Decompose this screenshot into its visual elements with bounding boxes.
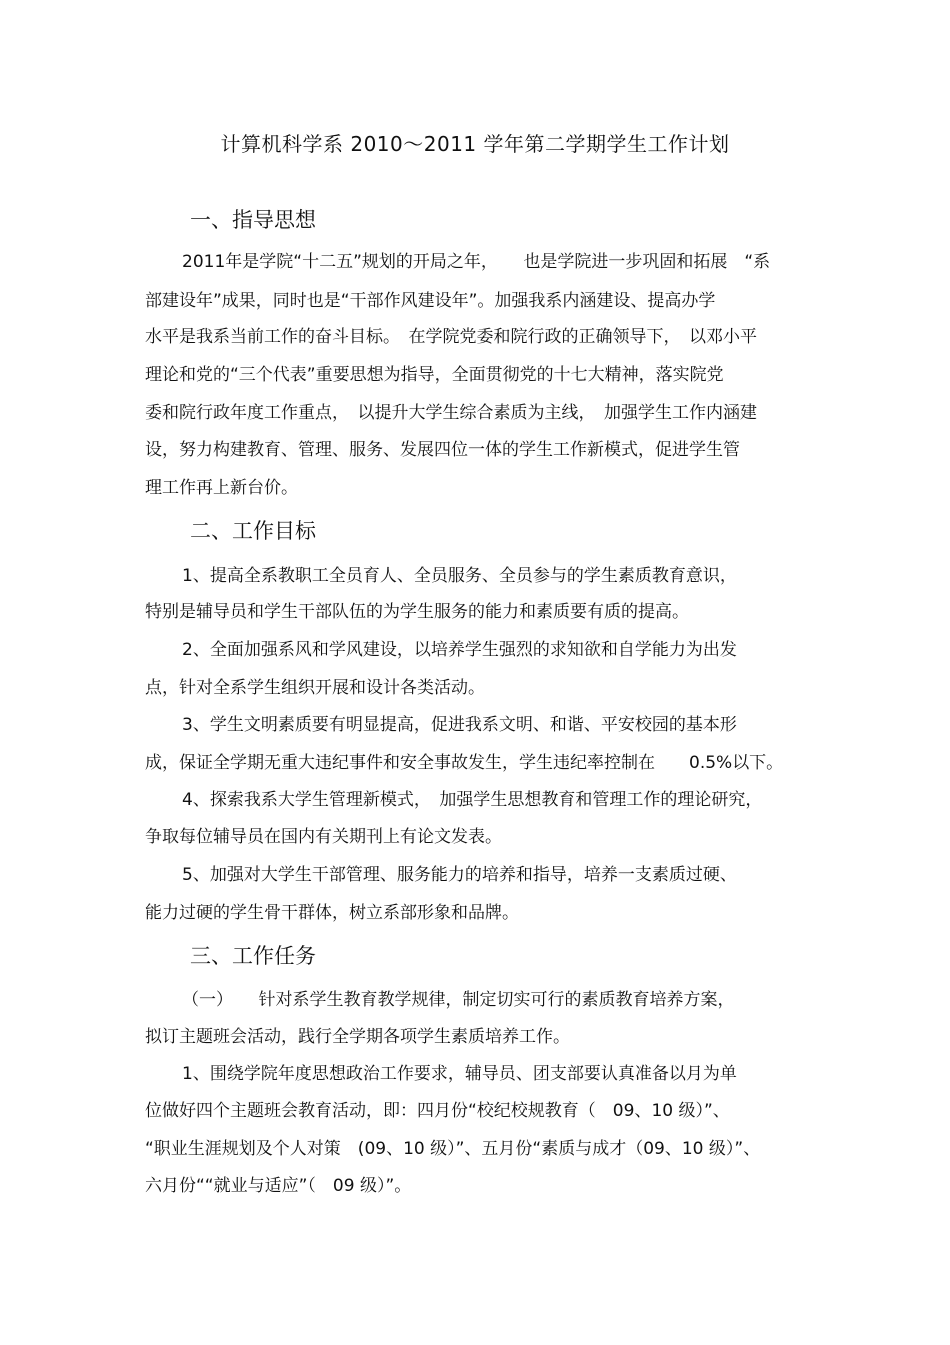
paragraph-line: 5、加强对大学生干部管理、服务能力的培养和指导，培养一支素质过硬、 (182, 865, 737, 885)
paragraph-line: 能力过硬的学生骨干群体，树立系部形象和品牌。 (145, 903, 519, 923)
paragraph-line: 1、围绕学院年度思想政治工作要求，辅导员、团支部要认真准备以月为单 (182, 1064, 737, 1084)
paragraph-line: 2、全面加强系风和学风建设，以培养学生强烈的求知欲和自学能力为出发 (182, 640, 737, 660)
paragraph-line: “职业生涯规划及个人对策 (09、10 级）”、五月份“素质与成才（09、10 级）”、 (145, 1139, 761, 1159)
paragraph-line: 委和院行政年度工作重点， 以提升大学生综合素质为主线， 加强学生工作内涵建 (145, 403, 757, 423)
paragraph-line: 设，努力构建教育、管理、服务、发展四位一体的学生工作新模式，促进学生管 (145, 440, 740, 460)
paragraph-line: 理论和党的“三个代表”重要思想为指导，全面贯彻党的十七大精神，落实院党 (145, 365, 724, 385)
document-title: 计算机科学系 2010～2011 学年第二学期学生工作计划 (220, 132, 730, 156)
paragraph-line: 位做好四个主题班会教育活动，即：四月份“校纪校规教育（ 09、10 级）”、 (145, 1101, 730, 1121)
paragraph-line: 拟订主题班会活动，践行全学期各项学生素质培养工作。 (145, 1027, 570, 1047)
paragraph-line: 3、学生文明素质要有明显提高，促进我系文明、和谐、平安校园的基本形 (182, 715, 737, 735)
paragraph-line: 特别是辅导员和学生干部队伍的为学生服务的能力和素质要有质的提高。 (145, 602, 689, 622)
section-heading-1: 一、指导思想 (190, 208, 316, 232)
paragraph-line: 部建设年”成果，同时也是“干部作风建设年”。加强我系内涵建设、提高办学 (145, 291, 716, 311)
paragraph-line: 争取每位辅导员在国内有关期刊上有论文发表。 (145, 827, 502, 847)
section-heading-2: 二、工作目标 (190, 519, 316, 543)
paragraph-line: 水平是我系当前工作的奋斗目标。 在学院党委和院行政的正确领导下， 以邓小平 (145, 327, 757, 347)
paragraph-line: 2011年是学院“十二五”规划的开局之年， 也是学院进一步巩固和拓展 “系 (182, 252, 771, 272)
paragraph-line: 六月份““就业与适应”（ 09 级）”。 (145, 1176, 412, 1196)
paragraph-line: 1、提高全系教职工全员育人、全员服务、全员参与的学生素质教育意识， (182, 566, 737, 586)
section-heading-3: 三、工作任务 (190, 944, 316, 968)
paragraph-line: （一） 针对系学生教育教学规律，制定切实可行的素质教育培养方案， (182, 990, 735, 1010)
paragraph-line: 理工作再上新台价。 (145, 478, 298, 498)
paragraph-line: 点，针对全系学生组织开展和设计各类活动。 (145, 678, 485, 698)
paragraph-line: 4、探索我系大学生管理新模式， 加强学生思想教育和管理工作的理论研究， (182, 790, 763, 810)
paragraph-line: 成，保证全学期无重大违纪事件和安全事故发生，学生违纪率控制在 0.5%以下。 (145, 753, 784, 773)
